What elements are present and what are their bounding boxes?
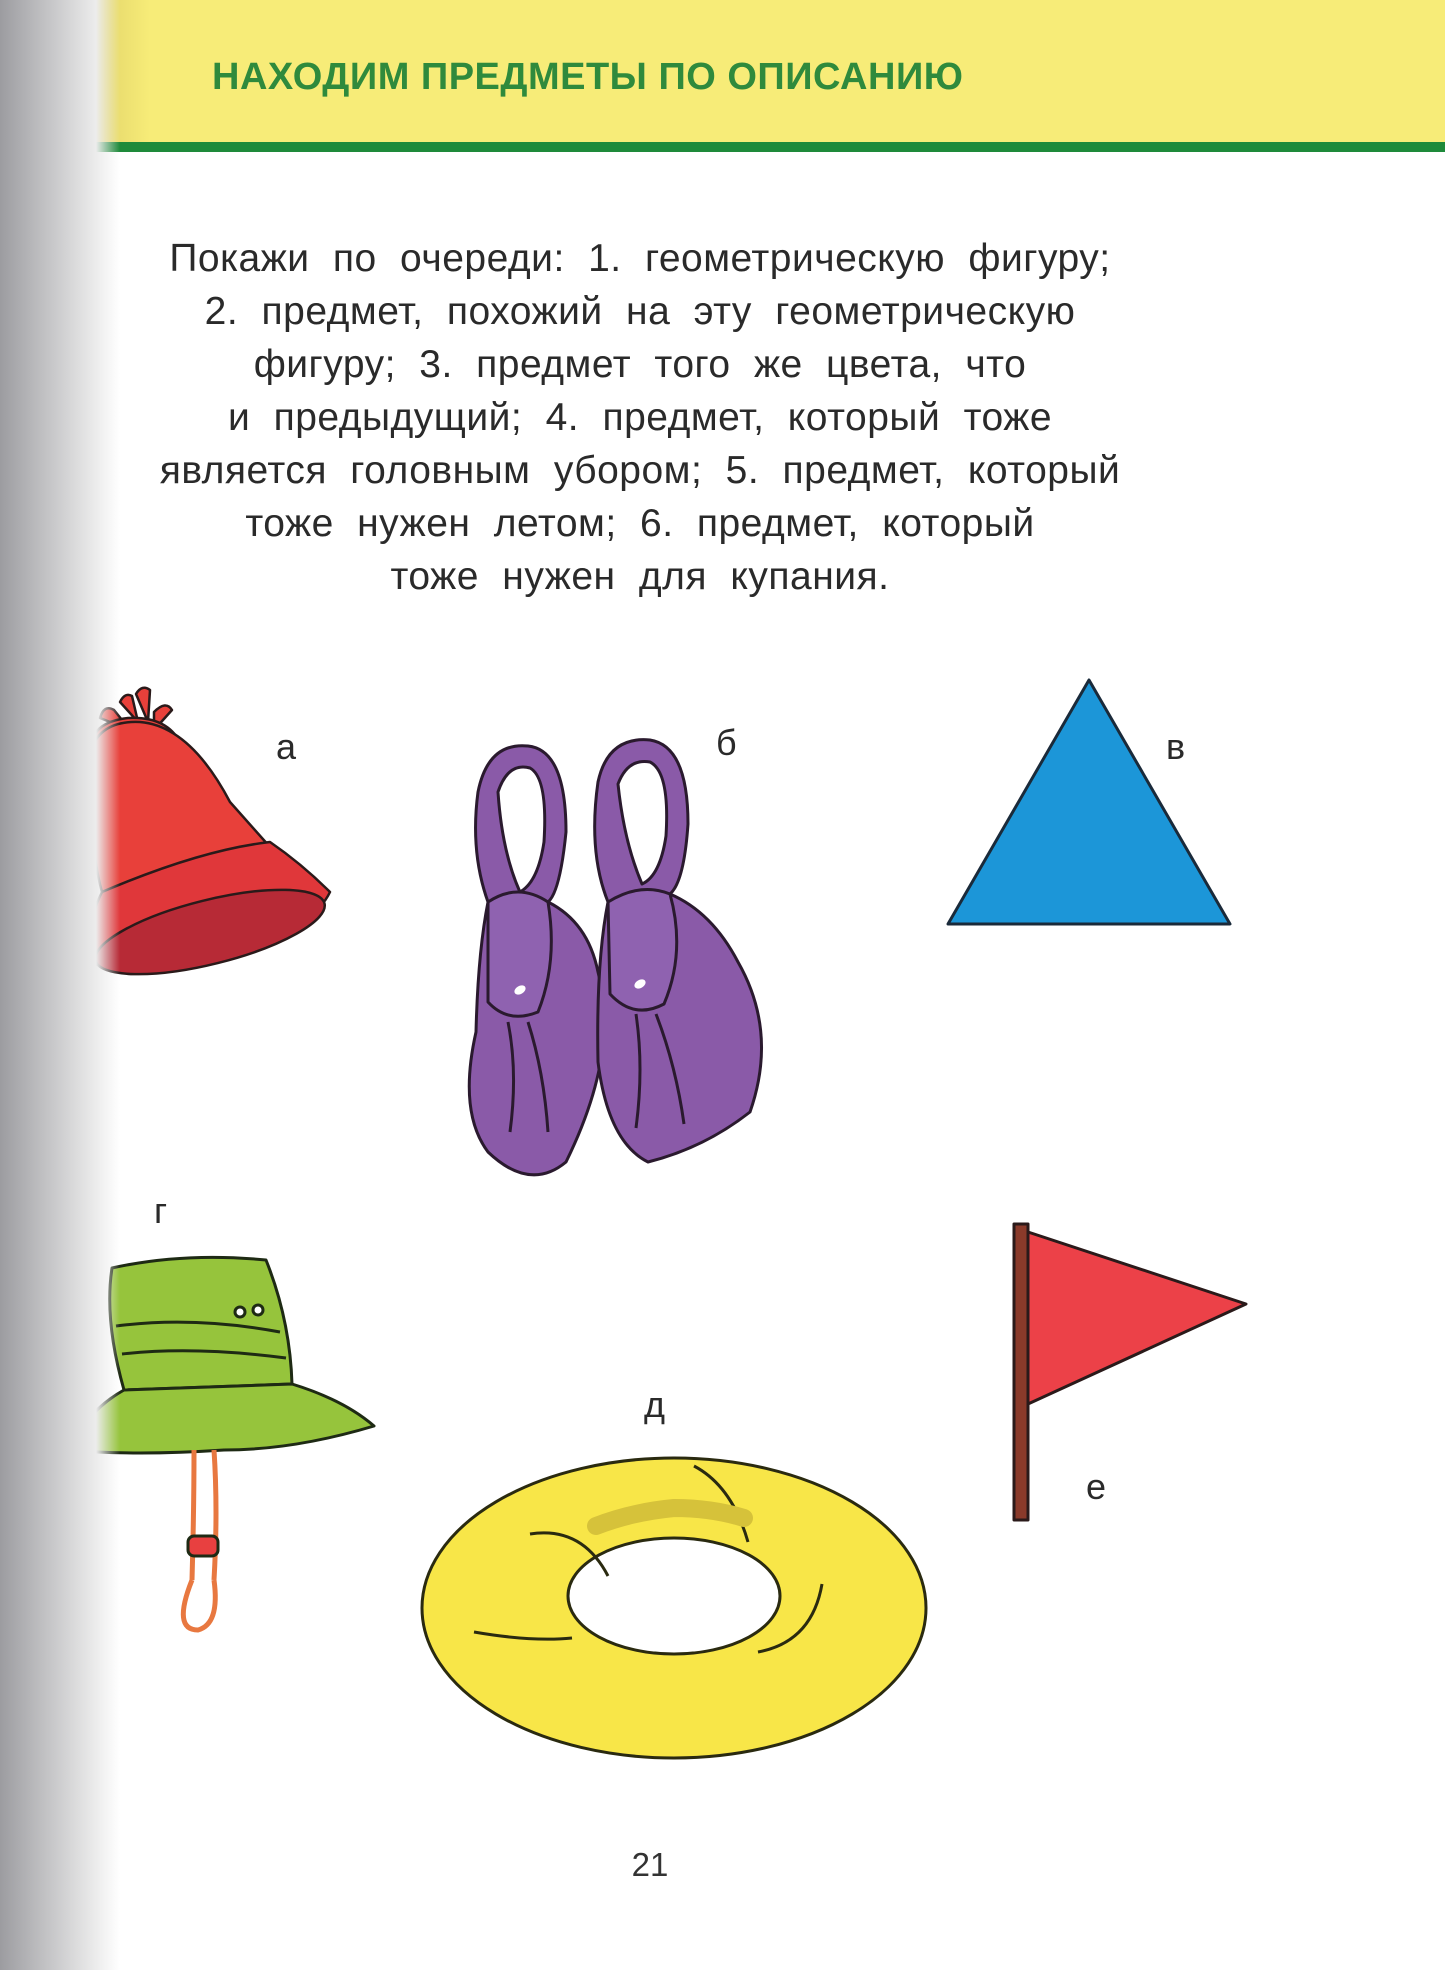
page-number: 21 xyxy=(631,1846,669,1883)
instruction-line: тоже нужен летом; 6. предмет, который xyxy=(245,502,1035,545)
item-label-a: а xyxy=(276,726,297,767)
item-label-g: г xyxy=(154,1190,168,1231)
red-winter-hat-icon xyxy=(80,682,340,1002)
item-label-b: б xyxy=(716,722,737,763)
page-title: НАХОДИМ ПРЕДМЕТЫ ПО ОПИСАНИЮ xyxy=(212,56,964,98)
instruction-line: Покажи по очереди: 1. геометрическую фигуру; xyxy=(169,237,1111,280)
task-instructions xyxy=(60,232,1220,603)
blue-triangle-icon xyxy=(944,676,1234,930)
instruction-line: 2. предмет, похожий на эту геометрическую xyxy=(204,290,1076,333)
instruction-line: тоже нужен для купания. xyxy=(390,555,890,598)
instruction-line: и предыдущий; 4. предмет, который тоже xyxy=(227,396,1053,439)
red-flag-icon xyxy=(1004,1218,1256,1524)
instruction-line: является головным убором; 5. предмет, который xyxy=(159,449,1121,492)
purple-swim-fins-icon xyxy=(448,732,918,1202)
yellow-swim-ring-icon xyxy=(412,1446,942,1770)
instruction-line: фигуру; 3. предмет того же цвета, что xyxy=(253,343,1027,386)
green-panama-hat-icon xyxy=(64,1250,380,1634)
header-band xyxy=(0,0,1445,152)
item-label-d: д xyxy=(644,1384,666,1425)
item-label-v: в xyxy=(1166,726,1186,767)
item-label-e: е xyxy=(1086,1466,1107,1507)
